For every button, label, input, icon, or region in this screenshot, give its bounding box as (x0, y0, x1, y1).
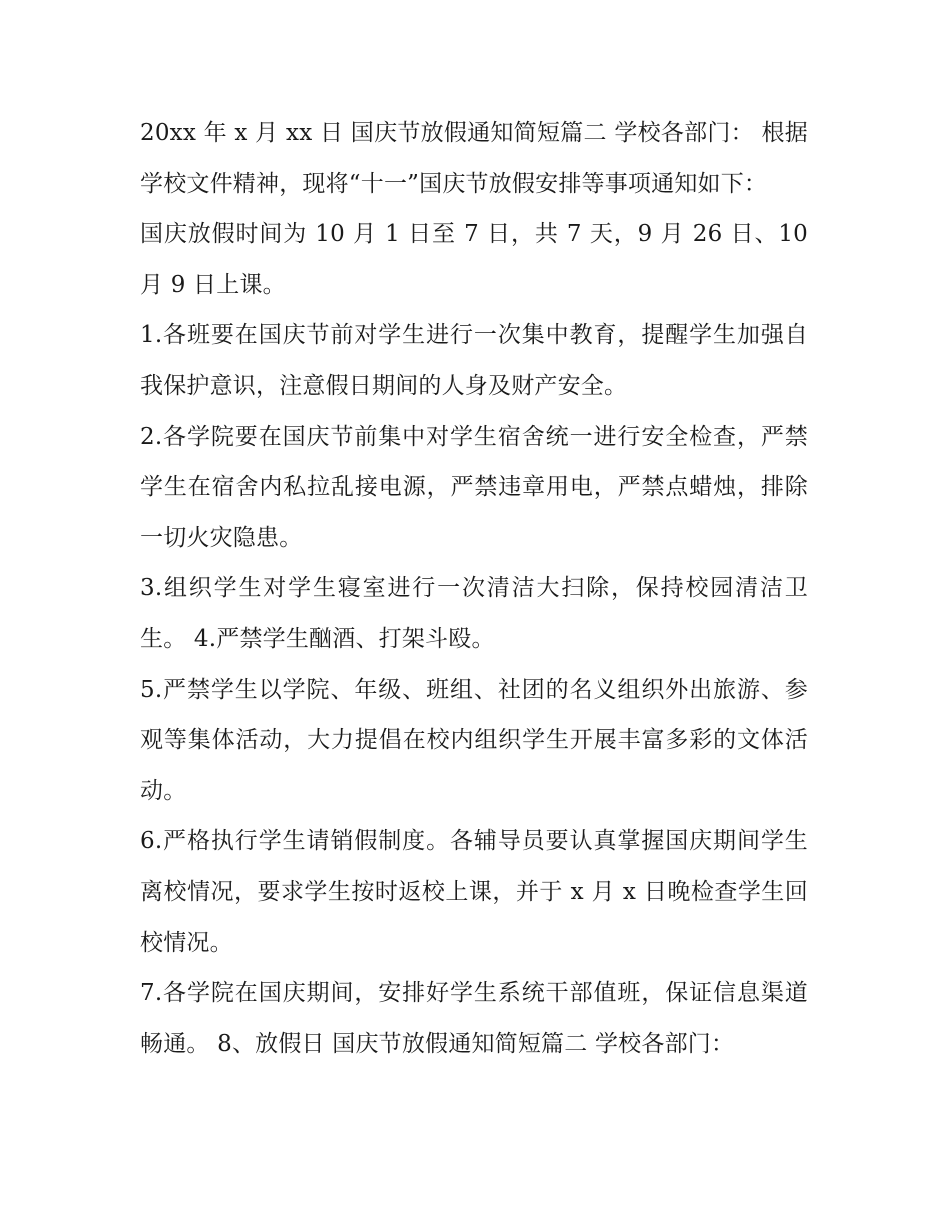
paragraph-item-3-4: 3.组织学生对学生寝室进行一次清洁大扫除，保持校园清洁卫生。 4.严禁学生酗酒、打架斗殴。 (140, 575, 808, 652)
paragraph-item-6: 6.严格执行学生请销假制度。各辅导员要认真掌握国庆期间学生离校情况，要求学生按时返校上课，并于 x 月 x 日晚检查学生回校情况。 (140, 828, 808, 956)
paragraph-item-5: 5.严禁学生以学院、年级、班组、社团的名义组织外出旅游、参观等集体活动，大力提倡在校内组织学生开展丰富多彩的文体活动。 (140, 676, 808, 804)
paragraph-item-2: 2.各学院要在国庆节前集中对学生宿舍统一进行安全检查，严禁学生在宿舍内私拉乱接电源，严禁违章用电，严禁点蜡烛，排除一切火灾隐患。 (140, 423, 808, 551)
document-body (140, 108, 808, 1069)
paragraph-holiday-dates: 国庆放假时间为 10 月 1 日至 7 日，共 7 天，9 月 26 日、10 月 9 日上课。 (140, 221, 808, 298)
paragraph-item-1: 1.各班要在国庆节前对学生进行一次集中教育，提醒学生加强自我保护意识，注意假日期间的人身及财产安全。 (140, 322, 808, 399)
paragraph-intro: 20xx 年 x 月 xx 日 国庆节放假通知简短篇二 学校各部门： 根据学校文件精神，现将“十一”国庆节放假安排等事项通知如下： (140, 120, 808, 197)
paragraph-item-7-8: 7.各学院在国庆期间，安排好学生系统干部值班，保证信息渠道畅通。 8、放假日 国庆节放假通知简短篇二 学校各部门： (140, 980, 808, 1057)
